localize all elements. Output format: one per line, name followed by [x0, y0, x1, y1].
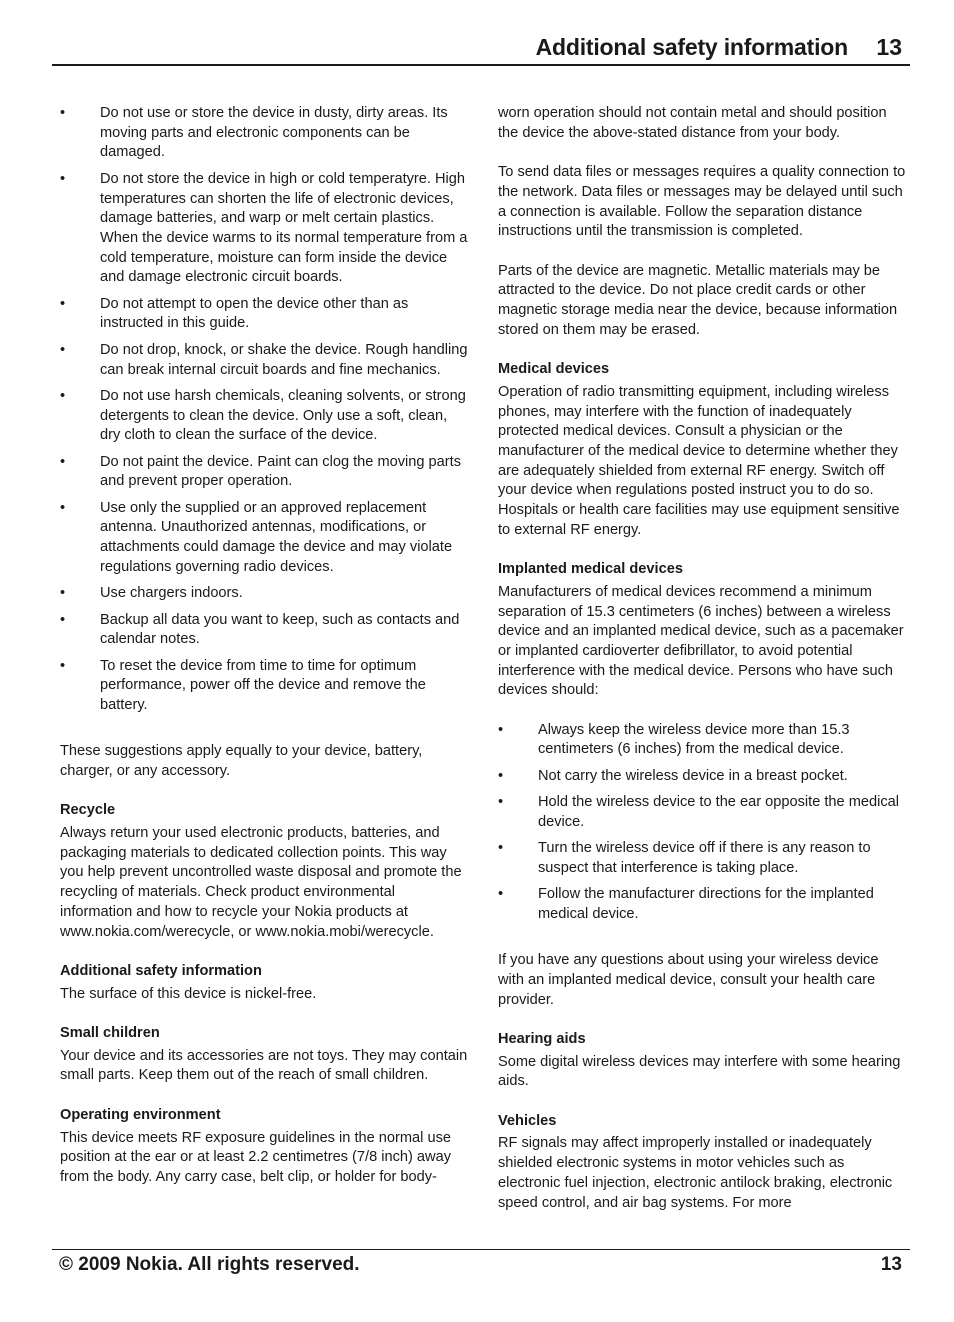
vehicles-paragraph: RF signals may affect improperly installed or inadequately shielded electronic systems in motor vehicles such as electronic fuel injection, electronic antilock braking, electronic speed control, and air bag systems. For more	[498, 1135, 893, 1211]
list-item	[498, 839, 908, 878]
list-item-text: Always keep the wireless device more than 15.3 centimeters (6 inches) from the medical device.	[538, 721, 850, 758]
bullet-icon: •	[60, 295, 66, 312]
bullet-icon: •	[60, 341, 66, 358]
list-item	[498, 721, 908, 760]
header-page-number: 13	[876, 34, 902, 60]
list-item-text: Do not use or store the device in dusty, dirty areas. Its moving parts and electronic components can be damaged.	[100, 105, 448, 161]
implanted-devices-heading: Implanted medical devices	[498, 561, 683, 578]
additional-safety-paragraph: The surface of this device is nickel-free.	[60, 985, 317, 1002]
hearing-aids-heading: Hearing aids	[498, 1030, 586, 1047]
bullet-icon: •	[60, 453, 66, 470]
vehicles-heading: Vehicles	[498, 1112, 557, 1129]
bullet-icon: •	[498, 840, 504, 857]
list-item	[60, 387, 468, 446]
bullet-icon: •	[498, 886, 504, 903]
list-item	[60, 584, 468, 604]
list-item-text: To reset the device from time to time for optimum performance, power off the device and remove the battery.	[100, 657, 426, 714]
magnetic-parts-paragraph: Parts of the device are magnetic. Metallic materials may be attracted to the device. Do not place credit cards or other magnetic storage media near the device, because information stored on them may be erased.	[498, 262, 898, 338]
page-header	[52, 30, 910, 66]
operating-environment-heading: Operating environment	[60, 1106, 221, 1123]
bullet-icon: •	[60, 105, 66, 121]
list-item-text: Turn the wireless device off if there is any reason to suspect that interference is taking place.	[538, 840, 871, 876]
list-item	[60, 170, 468, 288]
bullet-icon: •	[498, 721, 504, 738]
list-item-text: Use only the supplied or an approved replacement antenna. Unauthorized antennas, modifications, or attachments could damage the device and may violate regulations governing radio devices.	[100, 499, 453, 575]
footer-page-number: 13	[880, 1254, 902, 1275]
medical-devices-heading: Medical devices	[498, 361, 610, 378]
hearing-aids-paragraph: Some digital wireless devices may interfere with some hearing aids.	[498, 1053, 901, 1090]
small-children-heading: Small children	[60, 1025, 160, 1042]
list-item-text: Backup all data you want to keep, such as contacts and calendar notes.	[100, 611, 460, 648]
list-item	[60, 104, 468, 163]
list-item	[60, 341, 468, 380]
data-transmission-paragraph: To send data files or messages requires a quality connection to the network. Data files or messages may be delayed until such a connection is available. Follow the separation distance instructions until the transmission is completed.	[498, 164, 906, 240]
list-item-text: Not carry the wireless device in a breast pocket.	[538, 767, 848, 784]
list-item	[60, 657, 468, 716]
list-item	[498, 767, 908, 787]
recycle-paragraph: Always return your used electronic products, batteries, and packaging materials to dedicated collection points. This way you help prevent uncontrolled waste disposal and promote the recycling of materials. Check product environmental information and how to recycle your Nokia products at www.nokia.com/werecycle, or www.nokia.mobi/werecycle.	[60, 825, 462, 940]
list-item-text: Do not paint the device. Paint can clog the moving parts and prevent proper operation.	[100, 453, 462, 490]
page-title: Additional safety information	[535, 34, 848, 60]
care-bullet-list	[60, 104, 468, 716]
bullet-icon: •	[60, 585, 66, 602]
additional-safety-heading: Additional safety information	[60, 962, 262, 979]
bullet-icon: •	[60, 387, 66, 404]
list-item	[60, 611, 468, 650]
bullet-icon: •	[60, 499, 66, 516]
implanted-bullet-list	[498, 721, 908, 925]
copyright-notice: © 2009 Nokia. All rights reserved.	[59, 1254, 360, 1275]
questions-paragraph: If you have any questions about using your wireless device with an implanted medical device, consult your health care provider.	[498, 952, 879, 1008]
recycle-heading: Recycle	[60, 802, 116, 819]
left-column	[60, 104, 468, 1188]
list-item-text: Do not use harsh chemicals, cleaning solvents, or strong detergents to clean the device. Only use a soft, clean, dry cloth to clean the surface of the device.	[100, 387, 466, 444]
list-item-text: Do not attempt to open the device other than as instructed in this guide.	[100, 295, 409, 332]
list-item	[60, 499, 468, 578]
list-item	[60, 295, 468, 334]
list-item-text: Hold the wireless device to the ear opposite the medical device.	[538, 794, 899, 830]
list-item-text: Follow the manufacturer directions for the implanted medical device.	[538, 886, 874, 923]
operating-environment-paragraph: This device meets RF exposure guidelines in the normal use position at the ear or at least 2.2 centimetres (7/8 inch) away from the body. Any carry case, belt clip, or holder for body-	[60, 1129, 451, 1185]
right-column	[498, 104, 908, 1213]
bullet-icon: •	[60, 170, 66, 187]
medical-devices-paragraph: Operation of radio transmitting equipment, including wireless phones, may interfere with the function of inadequately protected medical devices. Consult a physician or the manufacturer of the medical device to determine whether they are adequately shielded from external RF energy. Switch off your device when regulations posted instruct you to do so. Hospitals or health care facilities may use equipment sensitive to external RF energy.	[498, 383, 900, 538]
body-worn-paragraph: worn operation should not contain metal and should position the device the above-stated distance from your body.	[498, 105, 887, 141]
list-item	[498, 793, 908, 832]
page-footer	[52, 1249, 910, 1286]
bullet-icon: •	[498, 767, 504, 784]
list-item-text: Use chargers indoors.	[100, 585, 243, 602]
bullet-icon: •	[60, 657, 66, 674]
implanted-devices-paragraph: Manufacturers of medical devices recommend a minimum separation of 15.3 centimeters (6 inches) between a wireless device and an implanted medical device, such as a pacemaker or implanted cardioverter defibrillator, to avoid potential interference with the medical device. Persons who have such devices should:	[498, 583, 904, 699]
suggestions-paragraph: These suggestions apply equally to your device, battery, charger, or any accessory.	[60, 743, 423, 779]
bullet-icon: •	[60, 611, 66, 628]
bullet-icon: •	[498, 794, 504, 811]
list-item-text: Do not drop, knock, or shake the device. Rough handling can break internal circuit boards and fine mechanics.	[100, 341, 468, 378]
list-item	[60, 453, 468, 492]
small-children-paragraph: Your device and its accessories are not toys. They may contain small parts. Keep them out of the reach of small children.	[60, 1047, 468, 1084]
list-item-text: Do not store the device in high or cold temperatyre. High temperatures can shorten the life of electronic devices, damage batteries, and warp or melt certain plastics. When the device warms to its normal temperature from a cold temperature, moisture can form inside the device and damage electronic circuit boards.	[100, 170, 468, 286]
list-item	[498, 885, 908, 924]
